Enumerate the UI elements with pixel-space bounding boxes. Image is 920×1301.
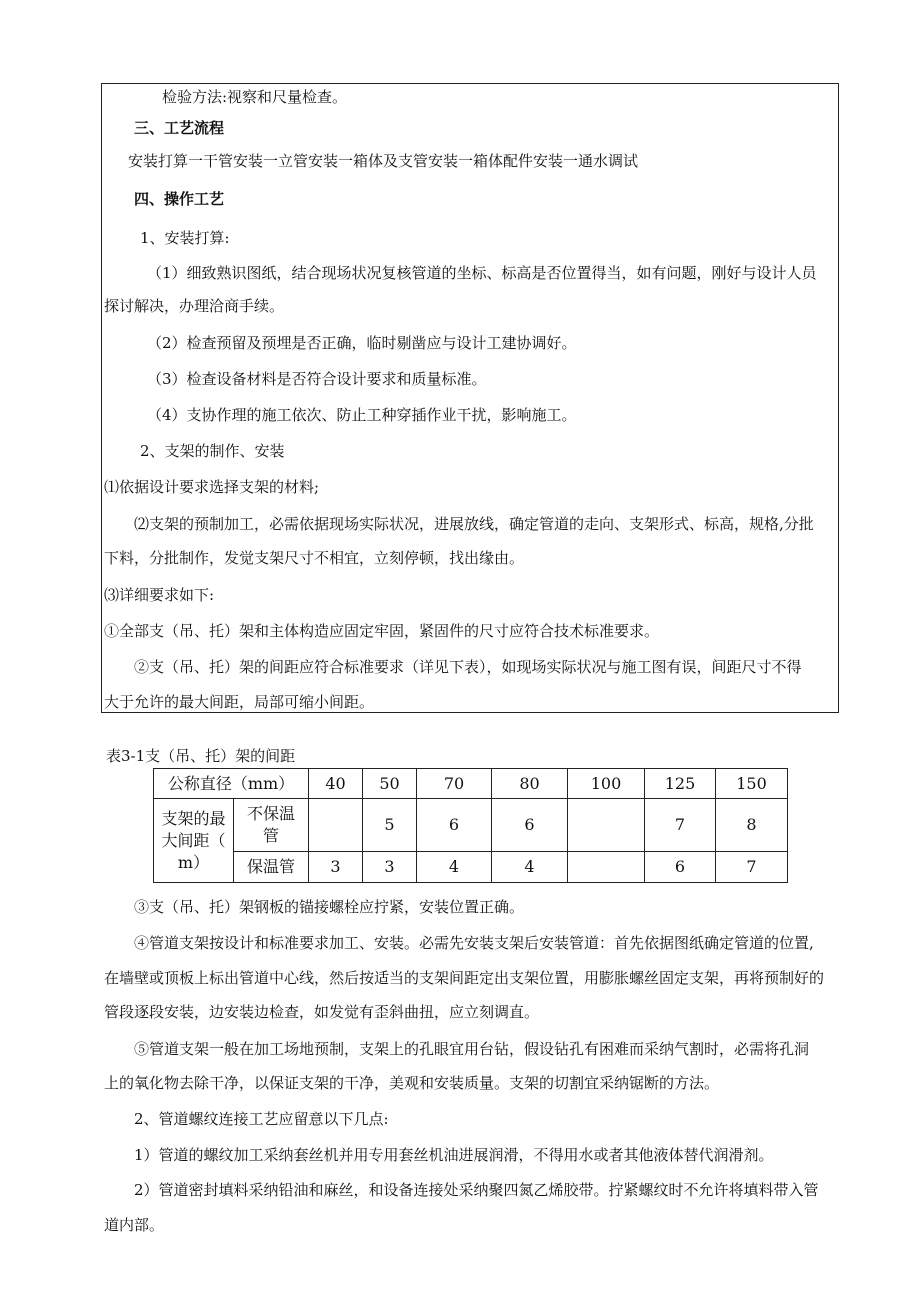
spacing-cell: 6: [417, 799, 492, 852]
diameter-cell: 150: [716, 769, 788, 799]
diameter-cell: 70: [417, 769, 492, 799]
spacing-cell: 8: [716, 799, 788, 852]
spacing-cell: 3: [363, 852, 417, 883]
step-2-requirement-1: ①全部支（吊、托）架和主体构造应固定牢固，紧固件的尺寸应符合技术标准要求。: [104, 622, 660, 640]
step-2-item-1: ⑴依据设计要求选择支架的材料;: [104, 478, 320, 496]
insulated-pipe-label: 保温管: [234, 852, 309, 883]
spacing-cell: 7: [716, 852, 788, 883]
uninsulated-label-line: 管: [263, 826, 280, 845]
step-1-item-3: （3）检查设备材料是否符合设计要求和质量标准。: [147, 370, 487, 388]
max-spacing-label-line: m）: [177, 852, 210, 872]
step-1-item-4: （4）支协作理的施工依次、防止工种穿插作业干扰，影响施工。: [147, 406, 577, 424]
section-3-title: 三、工艺流程: [134, 119, 225, 137]
spacing-cell: 6: [492, 799, 568, 852]
max-spacing-label-line: 大间距（: [161, 830, 226, 850]
max-spacing-label-line: 支架的最: [161, 808, 226, 828]
threading-item-1: 1）管道的螺纹加工采纳套丝机并用专用套丝机油进展润滑，不得用水或者其他液体替代润滑剂。: [134, 1146, 774, 1164]
step-1-item-1-line-1: （1）细致熟识图纸，结合现场状况复核管道的坐标、标高是否位置得当，如有问题，刚好与设计人员: [147, 264, 817, 282]
step-2-item-2-line-1: ⑵支架的预制加工，必需依据现场实际状况，进展放线，确定管道的走向、支架形式、标高，规格,分批: [134, 515, 814, 533]
process-section-box: [101, 83, 839, 713]
diameter-cell: 100: [568, 769, 645, 799]
step-1-item-2: （2）检查预留及预埋是否正确，临时剔凿应与设计工建协调好。: [147, 334, 577, 352]
step-2-item-2-line-2: 下料，分批制作，发觉支架尺寸不相宜，立刻停顿，找出缘由。: [104, 549, 525, 567]
spacing-cell: 7: [645, 799, 716, 852]
threading-item-2-line-2: 道内部。: [104, 1216, 165, 1234]
requirement-4-line-1: ④管道支架按设计和标准要求加工、安装。必需先安装支架后安装管道：首先依据图纸确定管道的位置,: [134, 934, 814, 952]
inspection-method: 检验方法:视察和尺量检查。: [162, 88, 348, 106]
table-caption: 表3-1支（吊、托）架的间距: [106, 747, 296, 765]
step-2-title: 2、支架的制作、安装: [140, 442, 285, 460]
requirement-3: ③支（吊、托）架钢板的锚接螺栓应拧紧，安装位置正确。: [134, 898, 525, 916]
uninsulated-pipe-label: [234, 799, 309, 852]
spacing-cell: 6: [645, 852, 716, 883]
support-spacing-table: [153, 768, 788, 883]
spacing-cell: 4: [492, 852, 568, 883]
diameter-cell: 80: [492, 769, 568, 799]
step-1-item-1-line-2: 探讨解决，办理洽商手续。: [104, 297, 285, 315]
threading-item-2-line-1: 2）管道密封填料采纳铅油和麻丝，和设备连接处采纳聚四氮乙烯胶带。拧紧螺纹时不允许将填料带入管: [134, 1181, 819, 1199]
section-4-title: 四、操作工艺: [134, 190, 225, 208]
max-spacing-label: [154, 799, 234, 883]
requirement-4-line-3: 管段逐段安装，边安装边检查，如发觉有歪斜曲扭，应立刻调直。: [104, 1003, 540, 1021]
process-flow-text: 安装打算一干管安装一立管安装一箱体及支管安装一箱体配件安装一通水调试: [128, 152, 639, 170]
insulated-row: [154, 852, 788, 883]
spacing-cell: 3: [309, 852, 363, 883]
diameter-cell: 125: [645, 769, 716, 799]
threading-title: 2、管道螺纹连接工艺应留意以下几点:: [134, 1110, 389, 1128]
requirement-5-line-2: 上的氧化物去除干净，以保证支架的干净，美观和安装质量。支架的切割宜采纳锯断的方法。: [104, 1074, 720, 1092]
spacing-cell: [309, 799, 363, 852]
spacing-cell: [568, 852, 645, 883]
spacing-cell: [568, 799, 645, 852]
diameter-cell: 40: [309, 769, 363, 799]
step-2-requirement-2-line-1: ②支（吊、托）架的间距应符合标准要求（详见下表），如现场实际状况与施工图有误，间距尺寸不得: [134, 658, 802, 676]
requirement-4-line-2: 在墙壁或顶板上标出管道中心线，然后按适当的支架间距定出支架位置，用膨胀螺丝固定支架，再将预制好的: [104, 969, 825, 987]
uninsulated-label-line: 不保温: [247, 804, 296, 823]
nominal-diameter-header: 公称直径（mm）: [154, 769, 309, 799]
requirement-5-line-1: ⑤管道支架一般在加工场地预制，支架上的孔眼宜用台钻，假设钻孔有困难而采纳气割时，必需将孔洞: [134, 1040, 810, 1058]
diameter-cell: 50: [363, 769, 417, 799]
step-2-item-3: ⑶详细要求如下:: [104, 586, 215, 604]
table-header-row: [154, 769, 788, 799]
spacing-cell: 5: [363, 799, 417, 852]
spacing-cell: 4: [417, 852, 492, 883]
step-1-title: 1、安装打算:: [140, 229, 230, 247]
step-2-requirement-2-line-2: 大于允许的最大间距，局部可缩小间距。: [104, 693, 375, 711]
uninsulated-row: [154, 799, 788, 852]
